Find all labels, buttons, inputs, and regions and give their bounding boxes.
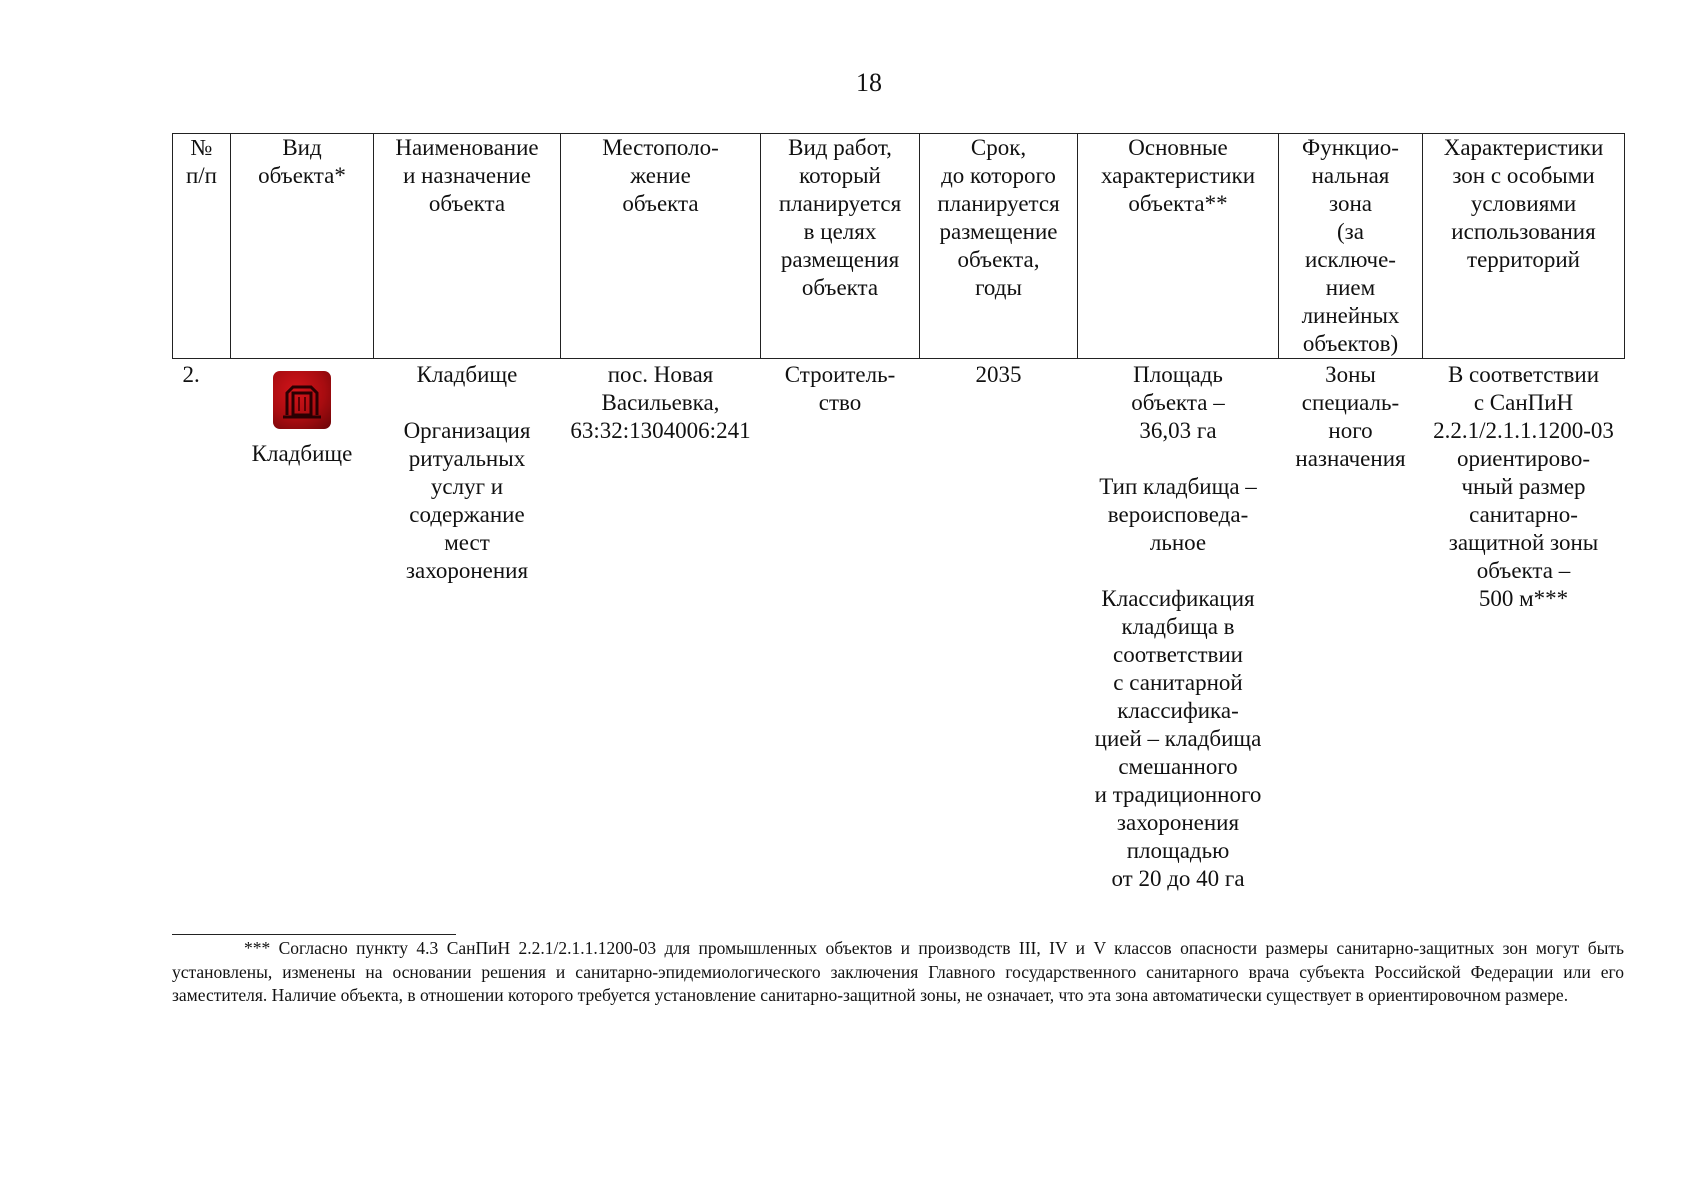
page-number: 18: [856, 68, 882, 97]
characteristic-classification: Классификация кладбища в соответствии с санитарной классифика- цией – кладбища смешанного и традиционного захоронения площадью от 20 до 40 га: [1094, 586, 1262, 891]
footnote-separator: [172, 934, 456, 935]
header-functional-zone: Функцио- нальная зона (за исключе- нием линейных объектов): [1279, 134, 1423, 359]
planned-objects-table: [172, 133, 1625, 893]
header-location: Местополо- жение объекта: [561, 134, 761, 359]
header-deadline: Срок, до которого планируется размещение объекта, годы: [920, 134, 1078, 359]
footnote-text: *** Согласно пункту 4.3 СанПиН 2.2.1/2.1.1.1200-03 для промышленных объектов и производств III, IV и V классов опасности размеры санитарно-защитных зон могут быть установлены, изменены на основании решения и санитарно-эпидемиологического заключения Главного государственного санитарного врача субъекта Российской Федерации или его заместителя. Наличие объекта, в отношении которого требуется установление санитарно-защитной зоны, не означает, что эта зона автоматически существует в ориентировочном размере.: [172, 938, 1624, 1005]
work-type-cell: Строитель- ство: [784, 362, 896, 415]
characteristic-type: Тип кладбища – вероисповеда- льное: [1099, 474, 1257, 555]
location-cell: пос. Новая Васильевка, 63:32:1304006:241: [570, 362, 751, 443]
object-purpose: Организация ритуальных услуг и содержание мест захоронения: [403, 418, 531, 583]
object-type-cell: [231, 359, 374, 894]
object-type-label: Кладбище: [251, 441, 353, 466]
functional-zone-cell: Зоны специаль- ного назначения: [1295, 362, 1406, 471]
header-name-purpose: Наименование и назначение объекта: [374, 134, 561, 359]
characteristics-cell: [1078, 359, 1279, 894]
cemetery-map-symbol-icon: [273, 371, 331, 429]
object-name: Кладбище: [416, 362, 518, 387]
row-number: 2.: [182, 362, 200, 387]
name-purpose-cell: [374, 359, 561, 894]
header-number: № п/п: [173, 134, 231, 359]
header-zone-characteristics: Характеристики зон с особыми условиями использования территорий: [1423, 134, 1625, 359]
characteristic-area: Площадь объекта – 36,03 га: [1131, 362, 1225, 443]
header-characteristics: Основные характеристики объекта**: [1078, 134, 1279, 359]
deadline-cell: 2035: [975, 362, 1022, 387]
header-work-type: Вид работ, который планируется в целях размещения объекта: [761, 134, 920, 359]
zone-characteristics-cell: В соответствии с СанПиН 2.2.1/2.1.1.1200-03 ориентирово- чный размер санитарно- защитной зоны объекта – 500 м***: [1433, 362, 1614, 611]
header-object-type: Вид объекта*: [231, 134, 374, 359]
table-header-row: [173, 134, 1625, 359]
table-row: [173, 359, 1625, 894]
